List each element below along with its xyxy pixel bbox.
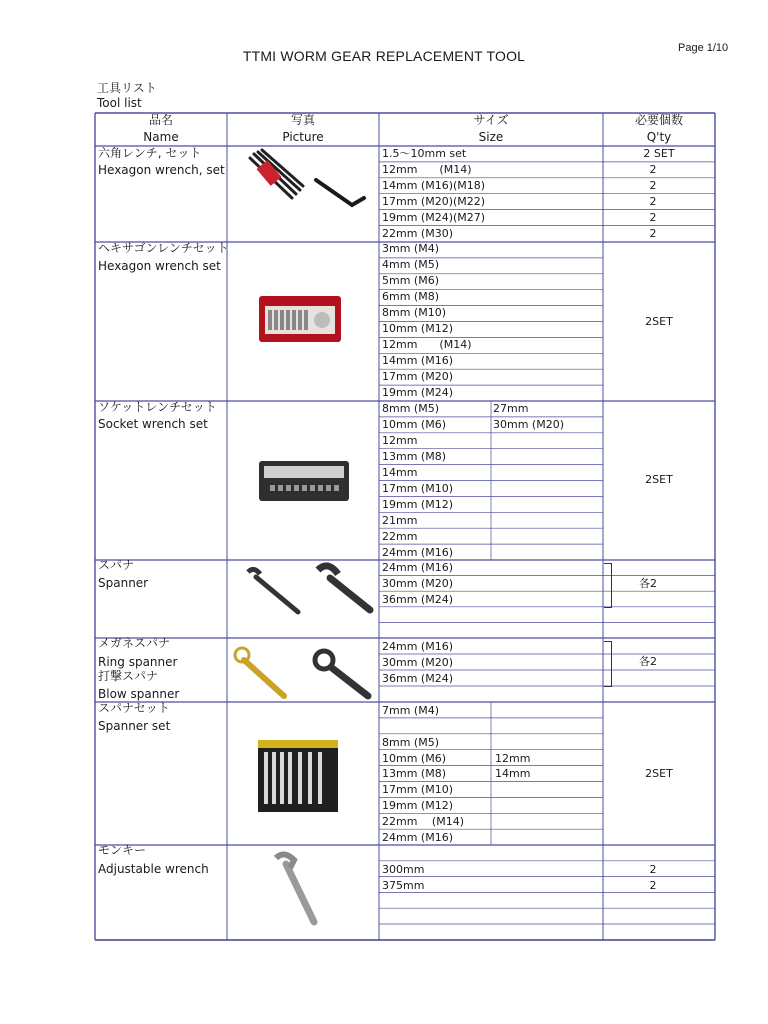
ring-spanner-picture (244, 660, 284, 696)
tool-name-jp: モンキー (98, 843, 147, 857)
size-cell: 300mm (382, 863, 425, 876)
size-cell: 7mm (M4) (382, 704, 439, 717)
spanner-set-label-icon (258, 740, 338, 748)
col-header-qty-jp: 必要個数 (634, 113, 683, 127)
qty-cell: 2SET (645, 767, 673, 780)
size-cell: 10mm (M12) (382, 322, 453, 335)
ratchet-icon (314, 312, 330, 328)
qty-cell: 2 (649, 179, 657, 192)
size-cell: 17mm (M20) (382, 370, 453, 383)
size-cell: 22mm (M14) (382, 815, 464, 828)
slogging-spanner-icon (330, 578, 370, 610)
tool-name-en: Adjustable wrench (98, 862, 209, 876)
tool-name-en: Spanner (98, 576, 149, 590)
tool-name-jp: スパナセット (98, 701, 170, 715)
size-cell: 14mm (M16)(M18) (382, 179, 486, 192)
size-cell: 19mm (M12) (382, 498, 453, 511)
size-cell: 17mm (M10) (382, 482, 453, 495)
size-cell: 19mm (M12) (382, 799, 453, 812)
size-cell-2: 30mm (M20) (493, 418, 564, 431)
col-header-name-jp: 品名 (148, 113, 173, 127)
size-cell: 10mm (M6) (382, 752, 446, 765)
tool-name-jp-2: 打撃スパナ (98, 669, 159, 683)
size-cell: 36mm (M24) (382, 672, 453, 685)
tool-name-jp: 六角レンチ, セット (98, 146, 202, 160)
size-cell: 24mm (M16) (382, 640, 453, 653)
qty-cell: 2 (649, 211, 657, 224)
size-cell: 12mm (M14) (382, 163, 472, 176)
tool-name-jp: ソケットレンチセット (98, 400, 217, 414)
size-cell: 36mm (M24) (382, 593, 453, 606)
qty-cell: 2 (649, 163, 657, 176)
qty-cell: 2 (649, 863, 657, 876)
size-cell-2: 27mm (493, 402, 529, 415)
tool-name-en: Socket wrench set (98, 417, 208, 431)
size-cell: 8mm (M10) (382, 306, 446, 319)
size-cell: 19mm (M24) (382, 386, 453, 399)
quantity-brace (604, 641, 612, 687)
size-cell: 13mm (M8) (382, 767, 446, 780)
size-cell: 14mm (M16) (382, 354, 453, 367)
qty-cell: 各2 (639, 655, 657, 668)
quantity-brace (604, 563, 612, 608)
size-cell: 12mm (M14) (382, 338, 472, 351)
tool-name-en: Spanner set (98, 719, 171, 733)
size-cell: 17mm (M10) (382, 783, 453, 796)
tool-name-en: Ring spanner (98, 655, 178, 669)
qty-cell: 2SET (645, 473, 673, 486)
spanner-picture (256, 577, 298, 612)
size-cell: 4mm (M5) (382, 258, 439, 271)
qty-cell: 2SET (645, 315, 673, 328)
size-cell: 24mm (M16) (382, 561, 453, 574)
spanner-head-icon (248, 569, 260, 574)
size-cell: 3mm (M4) (382, 242, 439, 255)
size-cell: 17mm (M20)(M22) (382, 195, 486, 208)
size-cell: 13mm (M8) (382, 450, 446, 463)
tool-name-en: Hexagon wrench, set (98, 163, 225, 177)
size-cell-2: 14mm (495, 767, 531, 780)
page-title: TTMI WORM GEAR REPLACEMENT TOOL (242, 48, 526, 64)
col-header-size-en: Size (478, 130, 504, 144)
size-cell: 24mm (M16) (382, 546, 453, 559)
size-cell: 30mm (M20) (382, 656, 453, 669)
tool-name-en-2: Blow spanner (98, 687, 180, 701)
size-cell: 6mm (M8) (382, 290, 439, 303)
list-title-jp: 工具リスト (97, 81, 157, 95)
spanner-head-icon (318, 566, 338, 574)
qty-cell: 2 SET (643, 147, 675, 160)
size-cell: 10mm (M6) (382, 418, 446, 431)
size-cell: 375mm (382, 879, 425, 892)
size-cell: 19mm (M24)(M27) (382, 211, 486, 224)
qty-cell: 2 (649, 195, 657, 208)
col-header-qty-en: Q'ty (646, 130, 672, 144)
qty-cell: 2 (649, 879, 657, 892)
size-cell: 1.5～10mm set (382, 147, 467, 160)
size-cell: 14mm (382, 466, 418, 479)
tool-name-en: Hexagon wrench set (98, 259, 221, 273)
adjustable-wrench-picture (286, 864, 314, 922)
size-cell: 5mm (M6) (382, 274, 439, 287)
col-header-picture-jp: 写真 (290, 113, 315, 127)
blow-spanner-icon (332, 668, 368, 696)
size-cell: 22mm (382, 530, 418, 543)
l-hex-key-icon (316, 180, 364, 205)
qty-cell: 各2 (639, 577, 657, 590)
size-cell: 12mm (382, 434, 418, 447)
size-cell: 21mm (382, 514, 418, 527)
qty-cell: 2 (649, 227, 657, 240)
list-title-en: Tool list (97, 96, 142, 110)
size-cell: 8mm (M5) (382, 736, 439, 749)
tool-name-jp: ヘキサゴンレンチセット (98, 241, 229, 255)
col-header-size-jp: サイズ (473, 113, 509, 127)
hex-bits-icon (270, 310, 306, 330)
size-cell-2: 12mm (495, 752, 531, 765)
size-cell: 30mm (M20) (382, 577, 453, 590)
col-header-name-en: Name (143, 130, 179, 144)
size-cell: 24mm (M16) (382, 831, 453, 844)
socket-lid-icon (264, 466, 344, 478)
tool-name-jp: メガネスパナ (98, 636, 171, 650)
size-cell: 8mm (M5) (382, 402, 439, 415)
size-cell: 22mm (M30) (382, 227, 453, 240)
col-header-picture-en: Picture (282, 130, 324, 144)
page-number: Page 1/10 (678, 42, 729, 54)
tool-name-jp: スパナ (98, 558, 135, 572)
